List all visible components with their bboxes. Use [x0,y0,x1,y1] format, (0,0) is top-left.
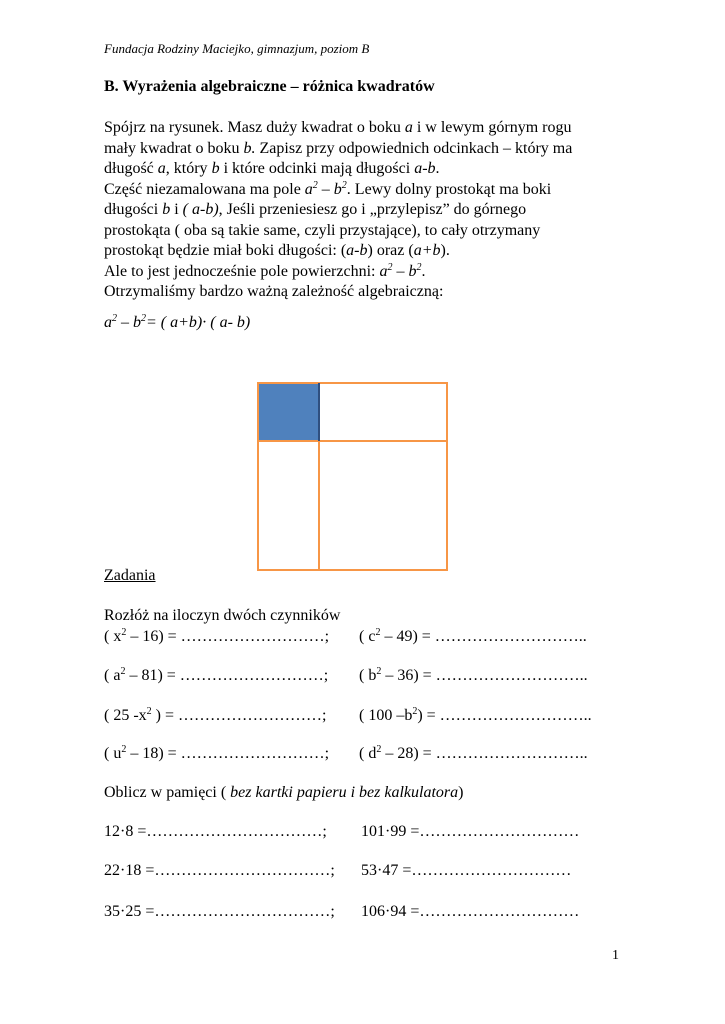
intro-line-5: długości b i ( a-b), Jeśli przeniesiesz go i „przylepisz” do górnego [104,201,527,218]
factor-task: ( 25 $-x^2$ ) = ………………………; [104,706,327,724]
squares-figure [250,378,455,574]
calc-task: 22·18 =……………………………; [104,862,335,879]
intro-line-3: długość a, który b i które odcinki mają długości a-b. [104,160,440,177]
intro-line-4: Część niezamalowana ma pole $a^2 - b^2$. Lewy dolny prostokąt ma boki [104,179,552,198]
calc-task: 101·99 =………………………… [361,823,580,840]
intro-line-8: Ale to jest jednocześnie pole powierzchni: $a^2 - b^2$. [104,261,426,280]
intro-line-1: Spójrz na rysunek. Masz duży kwadrat o boku a i w lewym górnym rogu [104,119,572,136]
intro-line-7: prostokąt będzie miał boki długości: (a-b) oraz (a+b). [104,242,450,259]
mental-math-instruction: Oblicz w pamięci ( bez kartki papieru i bez kalkulatora) [104,784,464,801]
factor-task: ( $b^2 - 36$) = ……………………….. [359,666,588,684]
factor-task: ( $a^2 - 81$) = ………………………; [104,666,329,684]
intro-line-6: prostokąta ( oba są takie same, czyli przystające), to cały otrzymany [104,221,541,239]
factor-task: ( $c^2 - 49$) = ……………………….. [359,627,587,645]
intro-line-2: mały kwadrat o boku b. Zapisz przy odpowiednich odcinkach – który ma [104,139,573,157]
tasks-heading: Zadania [104,567,156,584]
calc-task: 106·94 =………………………… [361,903,580,920]
calc-task: 12·8 =……………………………; [104,823,327,840]
factor-instruction: Rozłóż na iloczyn dwóch czynników [104,607,341,624]
calc-task: 53·47 =………………………… [361,862,572,879]
difference-of-squares-formula: $a^2 - b^2=$ ( a+b)· ( a- b) [104,313,251,331]
small-square-b [258,383,319,441]
factor-task: ( $x^2 - 16$) = ………………………; [104,627,330,645]
section-title: B. Wyrażenia algebraiczne – różnica kwadratów [104,78,435,95]
page-header: Fundacja Rodziny Maciejko, gimnazjum, poziom B [104,41,370,56]
intro-line-9: Otrzymaliśmy bardzo ważną zależność algebraiczną: [104,283,444,300]
factor-task: ( $u^2 - 18$) = ………………………; [104,744,330,762]
intro-paragraph [104,118,644,303]
page-number: 1 [612,948,619,963]
factor-task: ( 100 $-b^2$) = ……………………….. [359,706,592,724]
calc-task: 35·25 =……………………………; [104,903,335,920]
factor-task: ( $d^2 - 28$) = ……………………….. [359,744,588,762]
